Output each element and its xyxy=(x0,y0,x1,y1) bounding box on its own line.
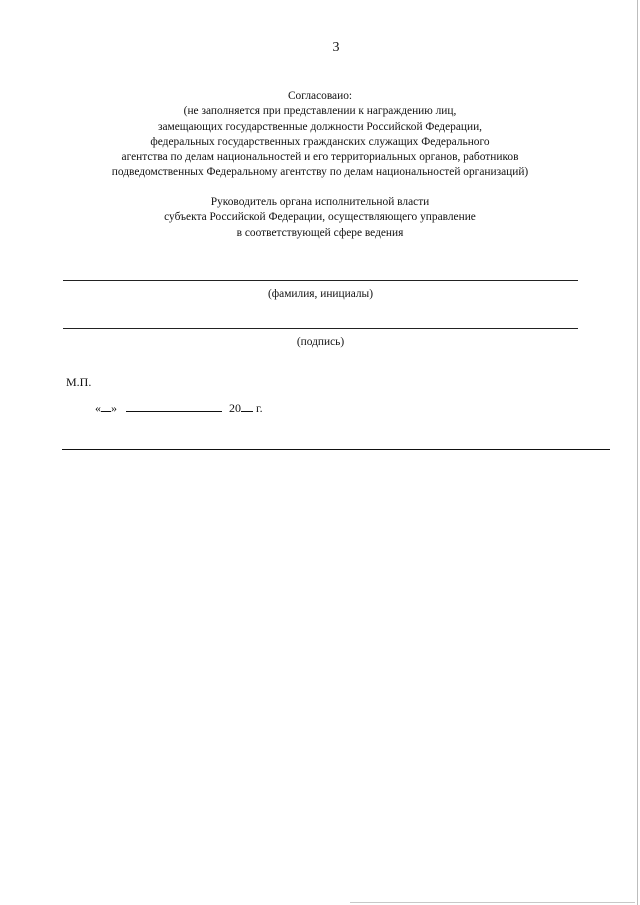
date-year-suffix: г. xyxy=(256,401,263,415)
date-century: 20 xyxy=(229,401,241,415)
approval-note-line: (не заполняется при представлении к награждению лиц, xyxy=(183,105,457,118)
approval-block xyxy=(60,89,580,181)
approval-note-line: замещающих государственные должности Российской Федерации, xyxy=(157,120,483,133)
date-field xyxy=(95,400,263,416)
official-title-line: Руководитель органа исполнительной власти xyxy=(210,196,430,208)
date-month-blank[interactable] xyxy=(126,400,222,412)
signature-field-line[interactable] xyxy=(63,328,578,329)
signature-field-caption: (подпись) xyxy=(296,336,345,348)
scan-edge xyxy=(350,902,635,903)
page-number: 3 xyxy=(332,40,340,55)
date-year-blank[interactable] xyxy=(241,400,253,412)
official-title-line: субъекта Российской Федерации, осуществляющего управление xyxy=(164,211,476,224)
approval-heading: Согласоваио: xyxy=(287,90,353,102)
official-title-block xyxy=(60,195,580,241)
date-close-quote: » xyxy=(111,401,117,415)
name-field-caption: (фамилия, инициалы) xyxy=(267,288,373,300)
date-open-quote: « xyxy=(95,401,101,415)
section-end-rule xyxy=(62,449,610,450)
date-day-blank[interactable] xyxy=(101,400,111,412)
name-field-line[interactable] xyxy=(63,280,578,281)
official-title-line: в соответствующей сфере ведения xyxy=(236,226,404,239)
scan-edge xyxy=(637,0,638,905)
approval-note-line: подведомственных Федеральному агентству по делам национальностей организаций) xyxy=(111,166,529,179)
approval-note-line: федеральных государственных гражданских служащих Федерального xyxy=(150,135,490,148)
stamp-place-label: М.П. xyxy=(66,375,92,389)
approval-note-line: агентства по делам национальностей и его территориальных органов, работников xyxy=(121,151,519,164)
